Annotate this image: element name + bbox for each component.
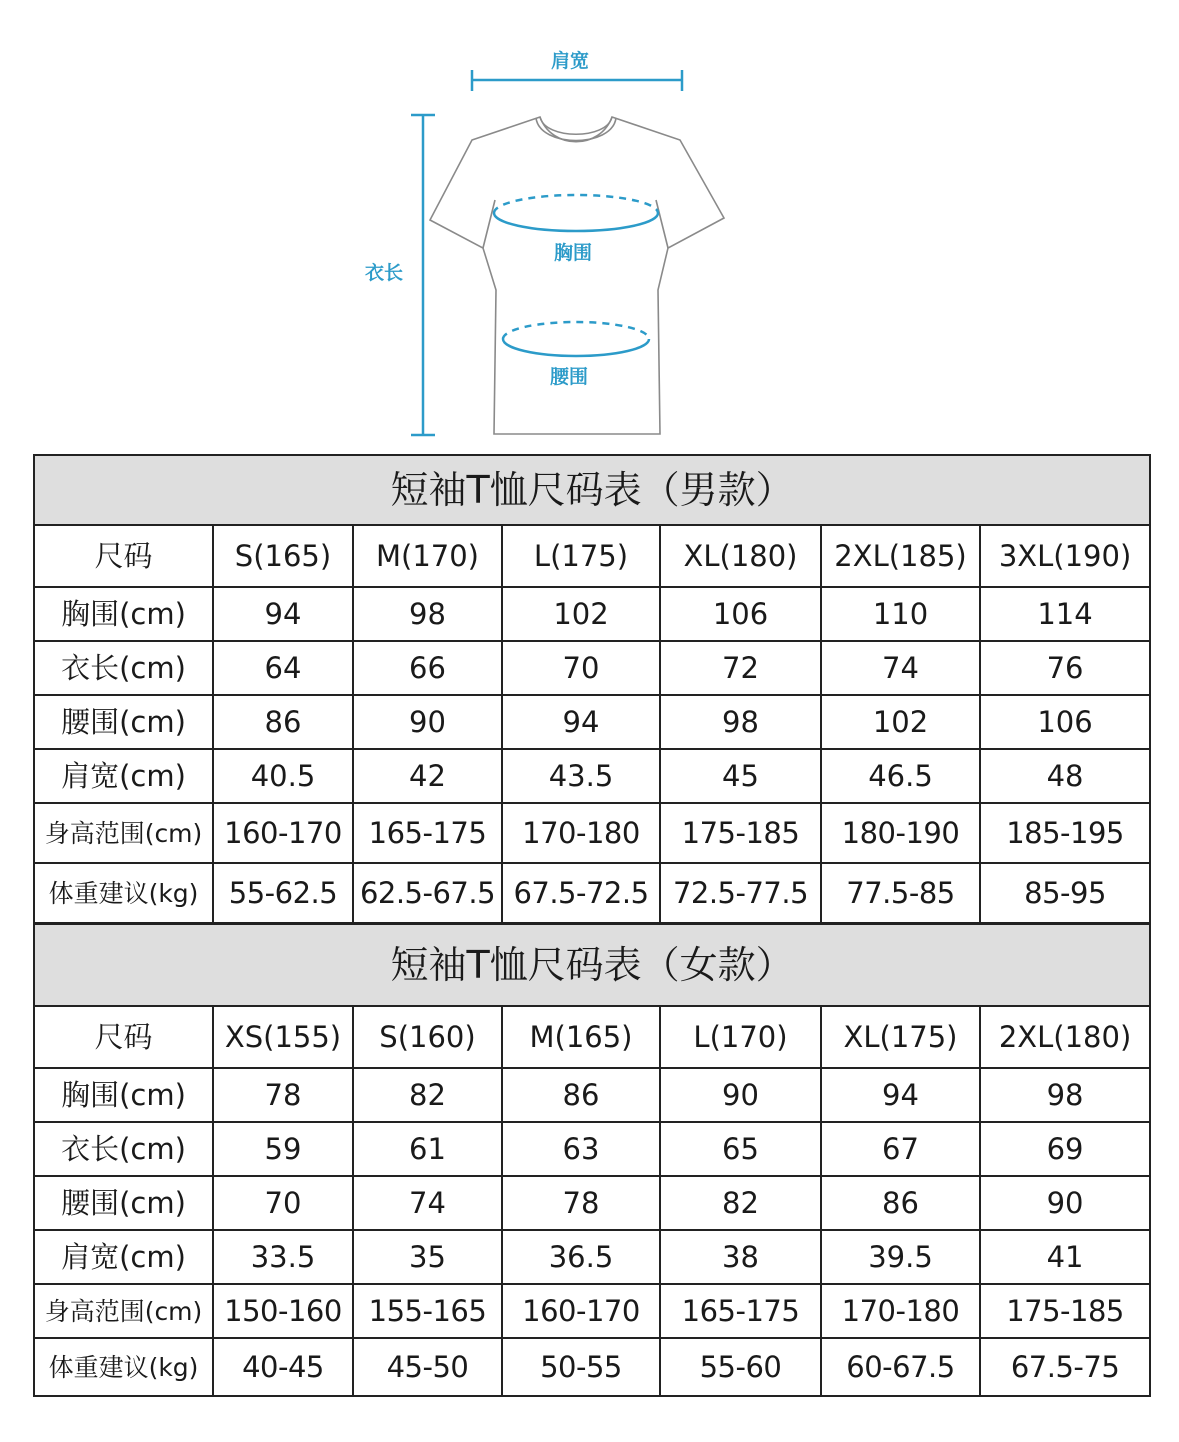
table-cell: 72	[660, 641, 821, 695]
row-label-waist: 腰围(cm)	[34, 695, 213, 749]
size-column-header: S(160)	[353, 1006, 502, 1068]
length-indicator	[411, 115, 435, 435]
women-size-table	[33, 923, 1151, 1397]
table-cell: 150-160	[213, 1284, 353, 1338]
table-cell: 40.5	[213, 749, 353, 803]
table-cell: 180-190	[821, 803, 980, 863]
table-cell: 66	[353, 641, 502, 695]
tshirt-outline-svg	[0, 0, 1179, 450]
table-cell: 76	[980, 641, 1150, 695]
row-label-shoulder: 肩宽(cm)	[34, 1230, 213, 1284]
row-label-chest: 胸围(cm)	[34, 587, 213, 641]
table-cell: 35	[353, 1230, 502, 1284]
table-cell: 170-180	[502, 803, 660, 863]
chest-label: 胸围	[554, 242, 593, 264]
table-cell: 94	[502, 695, 660, 749]
row-label-shoulder: 肩宽(cm)	[34, 749, 213, 803]
men-size-table	[33, 454, 1151, 924]
table-cell: 48	[980, 749, 1150, 803]
size-header-label: 尺码	[34, 525, 213, 587]
table-cell: 85-95	[980, 863, 1150, 923]
row-label-height-range: 身高范围(cm)	[34, 803, 213, 863]
length-label: 衣长	[365, 262, 404, 284]
table-cell: 102	[502, 587, 660, 641]
table-cell: 106	[980, 695, 1150, 749]
table-cell: 67.5-75	[980, 1338, 1150, 1396]
table-cell: 94	[213, 587, 353, 641]
table-cell: 86	[502, 1068, 660, 1122]
table-cell: 77.5-85	[821, 863, 980, 923]
table-cell: 61	[353, 1122, 502, 1176]
table-row	[34, 641, 1150, 695]
table-cell: 110	[821, 587, 980, 641]
table-cell: 98	[980, 1068, 1150, 1122]
size-column-header: XL(175)	[821, 1006, 980, 1068]
table-row	[34, 695, 1150, 749]
table-cell: 70	[213, 1176, 353, 1230]
row-label-length: 衣长(cm)	[34, 641, 213, 695]
table-cell: 175-185	[980, 1284, 1150, 1338]
table-cell: 41	[980, 1230, 1150, 1284]
table-cell: 70	[502, 641, 660, 695]
table-row	[34, 803, 1150, 863]
row-label-length: 衣长(cm)	[34, 1122, 213, 1176]
table-cell: 160-170	[502, 1284, 660, 1338]
men-table-title: 短袖T恤尺码表（男款）	[34, 455, 1150, 525]
table-row	[34, 1284, 1150, 1338]
table-cell: 67	[821, 1122, 980, 1176]
table-cell: 114	[980, 587, 1150, 641]
table-cell: 42	[353, 749, 502, 803]
table-cell: 170-180	[821, 1284, 980, 1338]
table-cell: 78	[213, 1068, 353, 1122]
size-column-header: M(165)	[502, 1006, 660, 1068]
table-cell: 90	[980, 1176, 1150, 1230]
size-column-header: 3XL(190)	[980, 525, 1150, 587]
table-cell: 72.5-77.5	[660, 863, 821, 923]
table-cell: 155-165	[353, 1284, 502, 1338]
table-cell: 33.5	[213, 1230, 353, 1284]
table-row	[34, 863, 1150, 923]
size-column-header: 2XL(185)	[821, 525, 980, 587]
table-cell: 38	[660, 1230, 821, 1284]
table-cell: 46.5	[821, 749, 980, 803]
table-row	[34, 1122, 1150, 1176]
table-cell: 165-175	[353, 803, 502, 863]
table-cell: 74	[821, 641, 980, 695]
table-cell: 98	[660, 695, 821, 749]
table-cell: 45	[660, 749, 821, 803]
table-cell: 86	[213, 695, 353, 749]
row-label-chest: 胸围(cm)	[34, 1068, 213, 1122]
table-cell: 94	[821, 1068, 980, 1122]
table-cell: 39.5	[821, 1230, 980, 1284]
size-column-header: L(175)	[502, 525, 660, 587]
table-row	[34, 1176, 1150, 1230]
table-row	[34, 587, 1150, 641]
table-cell: 78	[502, 1176, 660, 1230]
table-row	[34, 1230, 1150, 1284]
size-column-header: XS(155)	[213, 1006, 353, 1068]
row-label-weight-suggestion: 体重建议(kg)	[34, 863, 213, 923]
size-column-header: S(165)	[213, 525, 353, 587]
men-header-row	[34, 525, 1150, 587]
row-label-waist: 腰围(cm)	[34, 1176, 213, 1230]
table-cell: 102	[821, 695, 980, 749]
table-cell: 106	[660, 587, 821, 641]
table-cell: 64	[213, 641, 353, 695]
table-cell: 62.5-67.5	[353, 863, 502, 923]
table-cell: 50-55	[502, 1338, 660, 1396]
waist-label: 腰围	[550, 366, 589, 388]
table-cell: 43.5	[502, 749, 660, 803]
size-column-header: L(170)	[660, 1006, 821, 1068]
table-cell: 60-67.5	[821, 1338, 980, 1396]
women-table-title: 短袖T恤尺码表（女款）	[34, 924, 1150, 1006]
size-column-header: 2XL(180)	[980, 1006, 1150, 1068]
table-cell: 82	[660, 1176, 821, 1230]
table-cell: 45-50	[353, 1338, 502, 1396]
table-cell: 63	[502, 1122, 660, 1176]
women-header-row	[34, 1006, 1150, 1068]
table-cell: 65	[660, 1122, 821, 1176]
size-column-header: XL(180)	[660, 525, 821, 587]
table-cell: 98	[353, 587, 502, 641]
size-column-header: M(170)	[353, 525, 502, 587]
tshirt-measurement-diagram	[0, 0, 1179, 450]
table-cell: 55-62.5	[213, 863, 353, 923]
table-cell: 90	[660, 1068, 821, 1122]
size-header-label: 尺码	[34, 1006, 213, 1068]
table-cell: 90	[353, 695, 502, 749]
table-cell: 67.5-72.5	[502, 863, 660, 923]
table-row	[34, 1068, 1150, 1122]
table-cell: 55-60	[660, 1338, 821, 1396]
shoulder-width-label: 肩宽	[551, 50, 590, 72]
shoulder-width-indicator	[472, 70, 682, 91]
table-cell: 165-175	[660, 1284, 821, 1338]
table-cell: 69	[980, 1122, 1150, 1176]
table-cell: 59	[213, 1122, 353, 1176]
table-cell: 40-45	[213, 1338, 353, 1396]
table-cell: 185-195	[980, 803, 1150, 863]
table-row	[34, 749, 1150, 803]
table-cell: 160-170	[213, 803, 353, 863]
table-cell: 82	[353, 1068, 502, 1122]
row-label-height-range: 身高范围(cm)	[34, 1284, 213, 1338]
table-cell: 74	[353, 1176, 502, 1230]
table-cell: 175-185	[660, 803, 821, 863]
table-row	[34, 1338, 1150, 1396]
row-label-weight-suggestion: 体重建议(kg)	[34, 1338, 213, 1396]
table-cell: 36.5	[502, 1230, 660, 1284]
table-cell: 86	[821, 1176, 980, 1230]
